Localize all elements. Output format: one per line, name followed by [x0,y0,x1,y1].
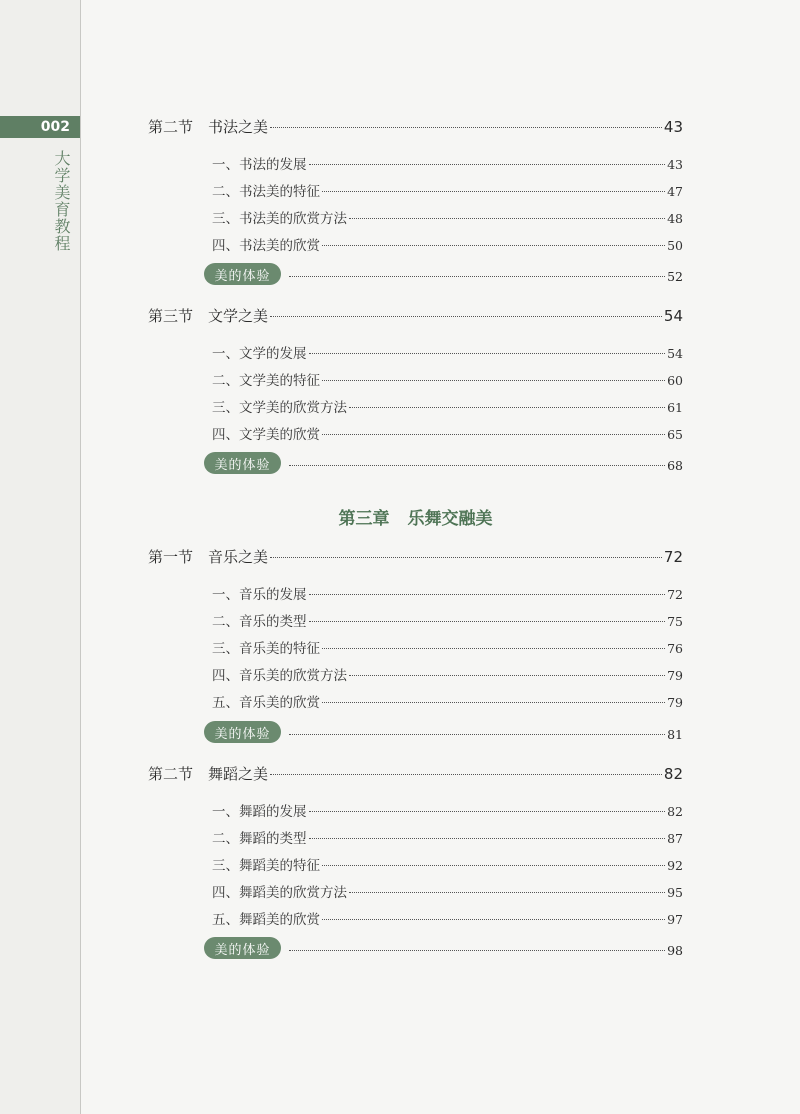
item-label: 五、音乐美的欣赏 [212,695,320,711]
toc-item[interactable] [212,881,683,901]
page-number-tab [0,116,80,138]
dot-leader [309,594,666,595]
toc-item[interactable] [212,342,683,362]
item-label: 三、书法美的欣赏方法 [212,211,347,227]
section-page: 72 [663,548,683,566]
experience-badge: 美的体验 [204,263,281,285]
item-page: 50 [667,238,683,253]
dot-leader [309,838,666,839]
item-page: 87 [667,831,683,846]
item-label: 一、文学的发展 [212,346,307,362]
dot-leader [289,734,665,735]
section-title: 舞蹈之美 [208,765,269,783]
item-label: 四、书法美的欣赏 [212,238,320,254]
toc-item[interactable] [212,908,683,928]
item-page: 48 [667,211,683,226]
item-page: 82 [667,804,683,819]
toc-item[interactable] [212,664,683,684]
experience-badge: 美的体验 [204,452,281,474]
dot-leader [322,380,665,381]
toc-section-calligraphy[interactable] [148,116,683,137]
chapter-heading[interactable] [148,504,683,529]
dot-leader [270,316,662,317]
section-number: 第二节 [148,118,194,136]
section-number: 第三节 [148,307,194,325]
item-label: 五、舞蹈美的欣赏 [212,912,320,928]
dot-leader [322,919,665,920]
section-title: 音乐之美 [208,548,269,566]
toc-item[interactable] [212,800,683,820]
dot-leader [289,950,665,951]
toc-item[interactable] [212,423,683,443]
toc-experience[interactable] [204,263,683,285]
section-title: 文学之美 [208,307,269,325]
toc-section-music[interactable] [148,546,683,567]
section-title: 书法之美 [208,118,269,136]
item-label: 二、舞蹈的类型 [212,831,307,847]
dot-leader [270,774,662,775]
toc-item[interactable] [212,637,683,657]
item-label: 二、文学美的特征 [212,373,320,389]
dot-leader [270,127,662,128]
experience-badge: 美的体验 [204,937,281,959]
item-page: 54 [667,346,683,361]
item-page: 75 [667,614,683,629]
item-label: 三、文学美的欣赏方法 [212,400,347,416]
item-page: 95 [667,885,683,900]
dot-leader [309,621,666,622]
item-label: 四、音乐美的欣赏方法 [212,668,347,684]
item-label: 一、音乐的发展 [212,587,307,603]
item-label: 二、书法美的特征 [212,184,320,200]
dot-leader [322,245,665,246]
dot-leader [322,702,665,703]
toc-experience[interactable] [204,452,683,474]
section-page: 82 [663,765,683,783]
section-page: 43 [663,118,683,136]
section-number: 第一节 [148,548,194,566]
toc-item[interactable] [212,827,683,847]
toc-item[interactable] [212,369,683,389]
dot-leader [322,648,665,649]
experience-badge: 美的体验 [204,721,281,743]
experience-page: 68 [667,457,683,473]
toc-item[interactable] [212,691,683,711]
item-page: 72 [667,587,683,602]
dot-leader [322,434,665,435]
dot-leader [309,164,666,165]
book-title-vertical: 大学美育教程 [52,150,71,252]
toc-item[interactable] [212,610,683,630]
item-page: 65 [667,427,683,442]
toc-item[interactable] [212,854,683,874]
dot-leader [322,865,665,866]
item-page: 43 [667,157,683,172]
dot-leader [322,191,665,192]
section-page: 54 [663,307,683,325]
item-label: 一、舞蹈的发展 [212,804,307,820]
toc-section-literature[interactable] [148,305,683,326]
toc-section-dance[interactable] [148,763,683,784]
page-number: 002 [40,119,70,135]
dot-leader [349,892,665,893]
toc-item[interactable] [212,207,683,227]
toc-item[interactable] [212,180,683,200]
item-page: 76 [667,641,683,656]
experience-page: 81 [667,726,683,742]
item-label: 四、文学美的欣赏 [212,427,320,443]
item-page: 97 [667,912,683,927]
item-page: 60 [667,373,683,388]
dot-leader [349,218,665,219]
dot-leader [270,557,662,558]
item-page: 61 [667,400,683,415]
item-page: 79 [667,668,683,683]
dot-leader [309,353,666,354]
experience-page: 98 [667,942,683,958]
item-label: 三、舞蹈美的特征 [212,858,320,874]
experience-page: 52 [667,268,683,284]
item-label: 一、书法的发展 [212,157,307,173]
toc-experience[interactable] [204,937,683,959]
chapter-number: 第三章 [338,509,390,529]
section-number: 第二节 [148,765,194,783]
dot-leader [349,675,665,676]
dot-leader [289,465,665,466]
item-label: 三、音乐美的特征 [212,641,320,657]
dot-leader [289,276,665,277]
item-page: 79 [667,695,683,710]
toc-item[interactable] [212,396,683,416]
toc-item[interactable] [212,583,683,603]
item-page: 92 [667,858,683,873]
dot-leader [309,811,666,812]
toc-item[interactable] [212,234,683,254]
item-label: 二、音乐的类型 [212,614,307,630]
toc-experience[interactable] [204,721,683,743]
item-label: 四、舞蹈美的欣赏方法 [212,885,347,901]
toc-item[interactable] [212,153,683,173]
chapter-title: 乐舞交融美 [407,509,493,529]
item-page: 47 [667,184,683,199]
dot-leader [349,407,665,408]
